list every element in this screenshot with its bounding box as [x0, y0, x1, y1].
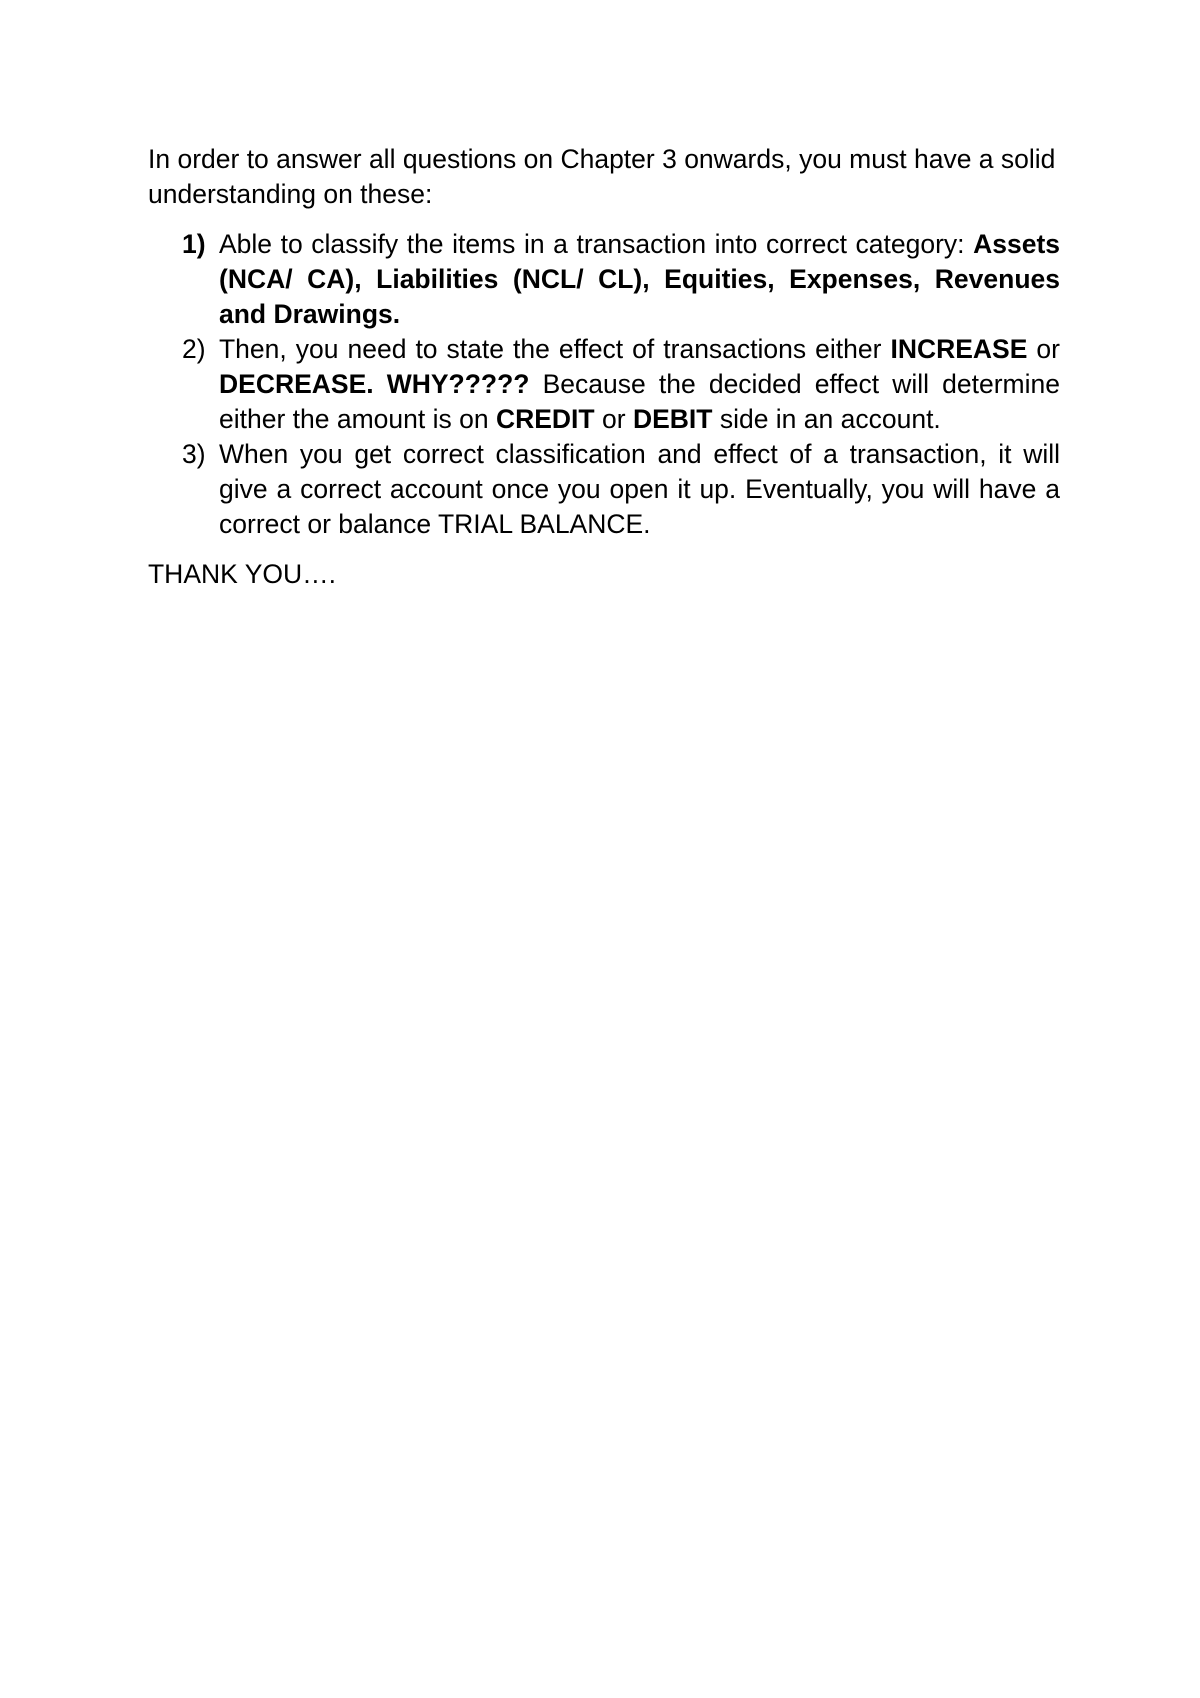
item-bold-text: DECREASE. WHY????? — [219, 369, 530, 399]
item-text: or — [1036, 334, 1060, 364]
list-item — [148, 437, 1060, 542]
item-text: Then, you need to state the effect of transactions either — [219, 334, 882, 364]
item-text: side in an account. — [719, 404, 941, 434]
intro-paragraph: In order to answer all questions on Chapter 3 onwards, you must have a solid understanding on these: — [148, 144, 1056, 209]
list-number: 1) — [182, 229, 206, 259]
item-text: When you get correct classification and effect of a transaction, it will give a correct account once you open it up. Eventually, you will have a correct or balance TRIAL BALANCE. — [219, 439, 1060, 539]
numbered-list — [148, 227, 1060, 542]
item-bold-text: DEBIT — [632, 404, 713, 434]
list-item — [148, 332, 1060, 437]
item-bold-text: Assets (NCA/ CA), Liabilities (NCL/ CL), Equities, Expenses, Revenues and Drawings. — [219, 229, 1061, 329]
document-page — [148, 142, 1060, 592]
list-item — [148, 227, 1060, 332]
list-number: 2) — [182, 334, 206, 364]
item-bold-text: CREDIT — [495, 404, 595, 434]
closing-text: THANK YOU…. — [148, 559, 336, 589]
item-text: or — [601, 404, 626, 434]
list-number: 3) — [182, 439, 206, 469]
item-text: Because the decided effect will determine either the amount is on — [219, 369, 1060, 434]
item-text: Able to classify the items in a transaction into correct category: — [219, 229, 965, 259]
item-bold-text: INCREASE — [890, 334, 1028, 364]
